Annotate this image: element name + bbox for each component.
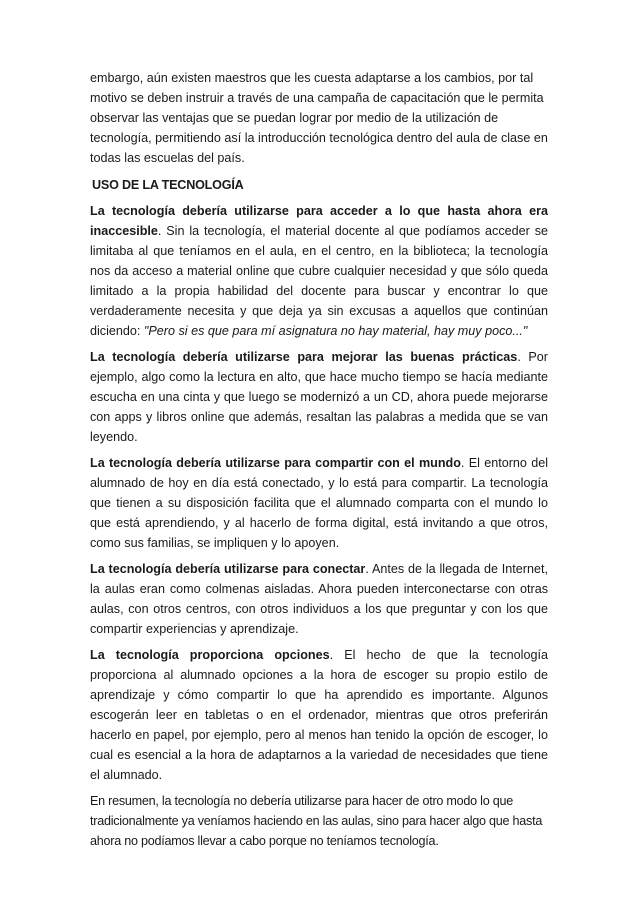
paragraph-mejorar xyxy=(90,347,548,447)
document-page xyxy=(90,68,548,851)
closing-paragraph: En resumen, la tecnología no debería utilizarse para hacer de otro modo lo que tradicionalmente ya veníamos haciendo en las aulas, sino para hacer algo que hasta ahora no podíamos llevar a cabo porque no teníamos tecnología. xyxy=(90,794,543,848)
paragraph-body: . El entorno del alumnado de hoy en día está conectado, y lo está para compartir. La tecnología que tienen a su disposición facilita que el alumnado comparta con el mundo lo que está aprendiendo, y al hacerlo de forma digital, está invitando a que otros, como sus familias, se impliquen y lo apoyen. xyxy=(90,456,548,550)
paragraph-body: . Por ejemplo, algo como la lectura en alto, que hace mucho tiempo se hacía mediante escucha en una cinta y que luego se modernizó a un CD, ahora puede mejorarse con apps y libros online que además, resaltan las palabras a medida que se van leyendo. xyxy=(90,350,548,444)
paragraph-lead: La tecnología proporciona opciones xyxy=(90,648,330,662)
intro-paragraph: embargo, aún existen maestros que les cuesta adaptarse a los cambios, por tal motivo se deben instruir a través de una campaña de capacitación que le permita observar las ventajas que se puedan lograr por medio de la utilización de tecnología, permitiendo así la introducción tecnológica dentro del aula de clase en todas las escuelas del país. xyxy=(90,71,548,165)
paragraph-quote: "Pero si es que para mí asignatura no hay material, hay muy poco..." xyxy=(143,324,528,338)
paragraph-lead: La tecnología debería utilizarse para acceder a lo que hasta ahora era inaccesible xyxy=(90,204,548,238)
paragraph-opciones xyxy=(90,645,548,785)
paragraph-compartir xyxy=(90,453,548,553)
paragraph-body: . Antes de la llegada de Internet, la aulas eran como colmenas aisladas. Ahora pueden interconectarse con otras aulas, con otros centros, con otros individuos a los que preguntar y con los que compartir experiencias y aprendizaje. xyxy=(90,562,548,636)
paragraph-lead: La tecnología debería utilizarse para compartir con el mundo xyxy=(90,456,461,470)
paragraph-conectar xyxy=(90,559,548,639)
paragraph-body: . El hecho de que la tecnología proporciona al alumnado opciones a la hora de escoger su propio estilo de aprendizaje y cómo compartir lo que ha aprendido es importante. Algunos escogerán leer en tabletas o en el ordenador, mientras que otros preferirán hacerlo en papel, por ejemplo, pero al menos han tenido la opción de escoger, lo cual es esencial a la hora de adaptarnos a la variedad de necesidades que tiene el alumnado. xyxy=(90,648,548,782)
paragraph-body: . Sin la tecnología, el material docente al que podíamos acceder se limitaba al que teníamos en el aula, en el centro, en la biblioteca; la tecnología nos da acceso a material online que cubre cualquier necesidad y que sólo queda limitado a la propia habilidad del docente para buscar y encontrar lo que verdaderamente necesita y que deja ya sin excusas a aquellos que continúan diciendo: xyxy=(90,224,548,338)
paragraph-lead: La tecnología debería utilizarse para conectar xyxy=(90,562,366,576)
paragraph-lead: La tecnología debería utilizarse para mejorar las buenas prácticas xyxy=(90,350,518,364)
section-heading: USO DE LA TECNOLOGÍA xyxy=(92,178,244,192)
paragraph-acceder xyxy=(90,201,548,341)
